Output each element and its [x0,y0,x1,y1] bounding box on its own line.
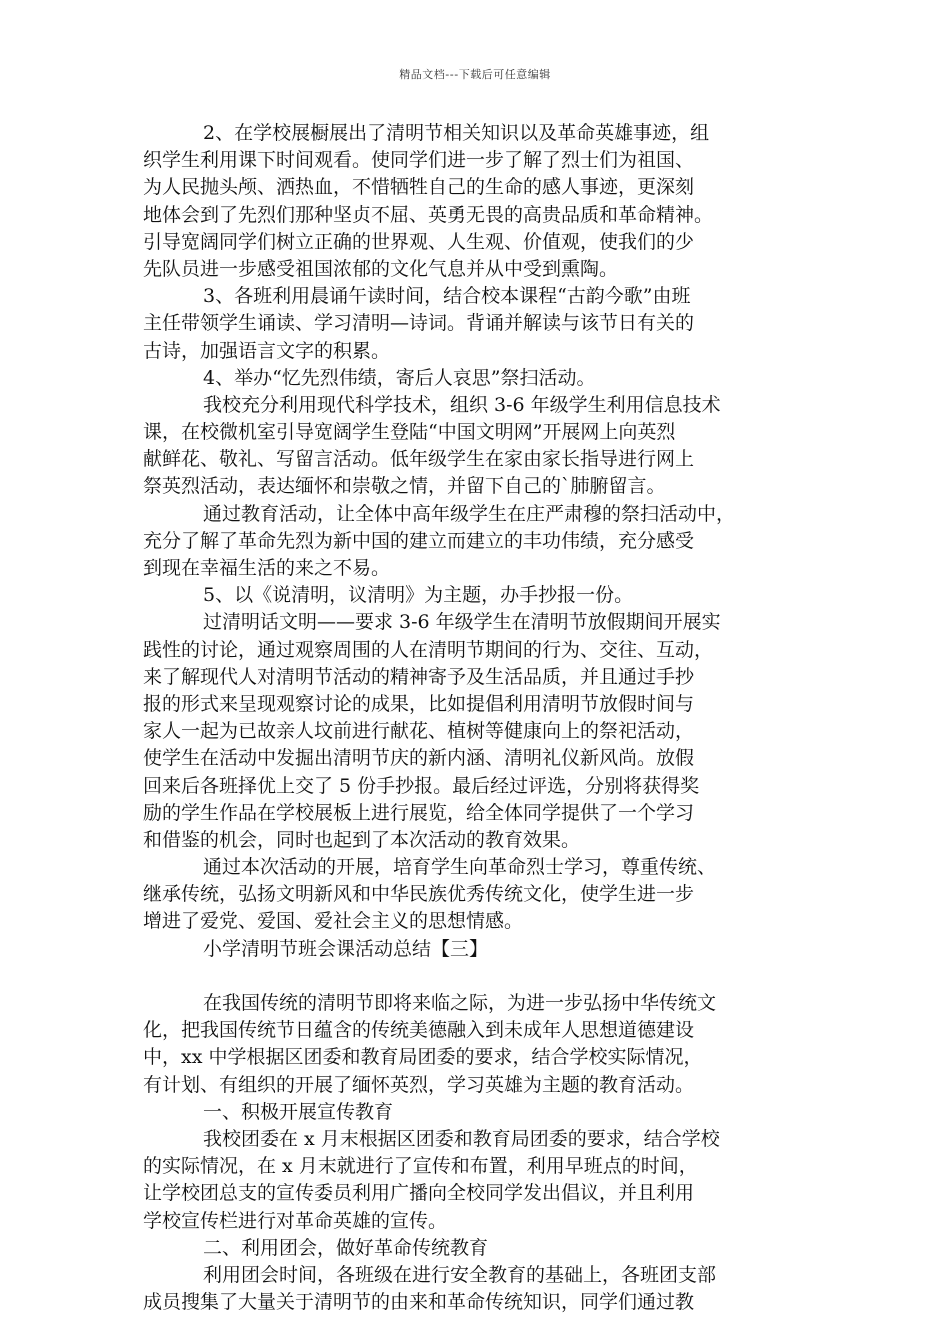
text-line: 使学生在活动中发掘出清明节庆的新内涵、清明礼仪新风尚。放假 [143,747,695,770]
text-line: 中，xx 中学根据区团委和教育局团委的要求，结合学校实际情况， [143,1046,703,1069]
blank-line [143,963,823,990]
text-line: 化，把我国传统节日蕴含的传统美德融入到未成年人思想道德建设 [143,1019,695,1042]
text-line: 为人民抛头颅、洒热血，不惜牺牲自己的生命的感人事迹，更深刻 [143,176,695,199]
text-line: 4、举办“忆先烈伟绩，寄后人哀思”祭扫活动。 [203,366,596,389]
text-line: 古诗，加强语言文字的积累。 [143,339,391,362]
text-line: 让学校团总支的宣传委员利用广播向全校同学发出倡议，并且利用 [143,1182,695,1205]
text-line: 回来后各班择优上交了 5 份手抄报。最后经过评选，分别将获得奖 [143,774,700,797]
text-line: 祭英烈活动，表达缅怀和崇敬之情，并留下自己的`肺腑留言。 [143,475,666,498]
text-line: 献鲜花、敬礼、写留言活动。低年级学生在家由家长指导进行网上 [143,448,695,471]
text-line: 一、积极开展宣传教育 [203,1100,394,1123]
text-line: 织学生利用课下时间观看。使同学们进一步了解了烈士们为祖国、 [143,149,695,172]
text-line: 继承传统，弘扬文明新风和中华民族优秀传统文化，使学生进一步 [143,883,695,906]
text-line: 报的形式来呈现观察讨论的成果，比如提倡利用清明节放假时间与 [143,692,695,715]
text-line: 地体会到了先烈们那种坚贞不屈、英勇无畏的高贵品质和革命精神。 [143,203,714,226]
page-header: 精品文档---下载后可任意编辑 [399,68,551,81]
text-line: 2、在学校展橱展出了清明节相关知识以及革命英雄事迹，组 [203,122,710,144]
text-line: 通过教育活动，让全体中高年级学生在庄严肃穆的祭扫活动中， [203,502,736,525]
text-line: 二、利用团会，做好革命传统教育 [203,1236,489,1259]
text-line: 3、各班利用晨诵午读时间，结合校本课程“古韵今歌”由班 [203,285,691,308]
text-line: 先队员进一步感受祖国浓郁的文化气息并从中受到熏陶。 [143,257,619,280]
text-line: 来了解现代人对清明节活动的精神寄予及生活品质，并且通过手抄 [143,665,695,688]
text-line: 我校团委在 x 月末根据区团委和教育局团委的要求，结合学校 [203,1127,720,1150]
text-line: 利用团会时间，各班级在进行安全教育的基础上，各班团支部 [203,1263,717,1286]
text-line: 践性的讨论，通过观察周围的人在清明节期间的行为、交往、互动， [143,638,714,661]
text-line: 通过本次活动的开展，培育学生向革命烈士学习，尊重传统、 [203,856,717,879]
text-line: 课，在校微机室引导宽阔学生登陆“中国文明网”开展网上向英烈 [143,421,676,444]
text-line: 充分了解了革命先烈为新中国的建立而建立的丰功伟绩，充分感受 [143,529,695,552]
text-line: 成员搜集了大量关于清明节的由来和革命传统知识，同学们通过教 [143,1291,695,1314]
text-line: 5、以《说清明，议清明》为主题，办手抄报一份。 [203,584,634,607]
text-line: 引导宽阔同学们树立正确的世界观、人生观、价值观，使我们的少 [143,230,695,253]
text-line: 在我国传统的清明节即将来临之际，为进一步弘扬中华传统文 [203,992,717,1014]
text-line: 我校充分利用现代科学技术，组织 3-6 年级学生利用信息技术 [203,393,721,416]
text-line: 到现在幸福生活的来之不易。 [143,557,391,579]
text-line: 和借鉴的机会，同时也起到了本次活动的教育效果。 [143,828,581,851]
text-line: 增进了爱党、爱国、爱社会主义的思想情感。 [143,910,524,933]
text-line: 有计划、有组织的开展了缅怀英烈，学习英雄为主题的教育活动。 [143,1073,695,1096]
text-line: 家人一起为已故亲人坟前进行献花、植树等健康向上的祭祀活动， [143,720,695,743]
document-body [143,120,823,1316]
text-line: 主任带领学生诵读、学习清明—诗词。背诵并解读与该节日有关的 [143,312,695,335]
text-line: 励的学生作品在学校展板上进行展览，给全体同学提供了一个学习 [143,801,695,824]
text-line: 学校宣传栏进行对革命英雄的宣传。 [143,1209,448,1232]
text-line: 的实际情况，在 x 月末就进行了宣传和布置，利用早班点的时间， [143,1155,698,1178]
text-line: 小学清明节班会课活动总结【三】 [203,937,489,960]
text-line: 过清明话文明——要求 3-6 年级学生在清明节放假期间开展实 [203,611,721,634]
